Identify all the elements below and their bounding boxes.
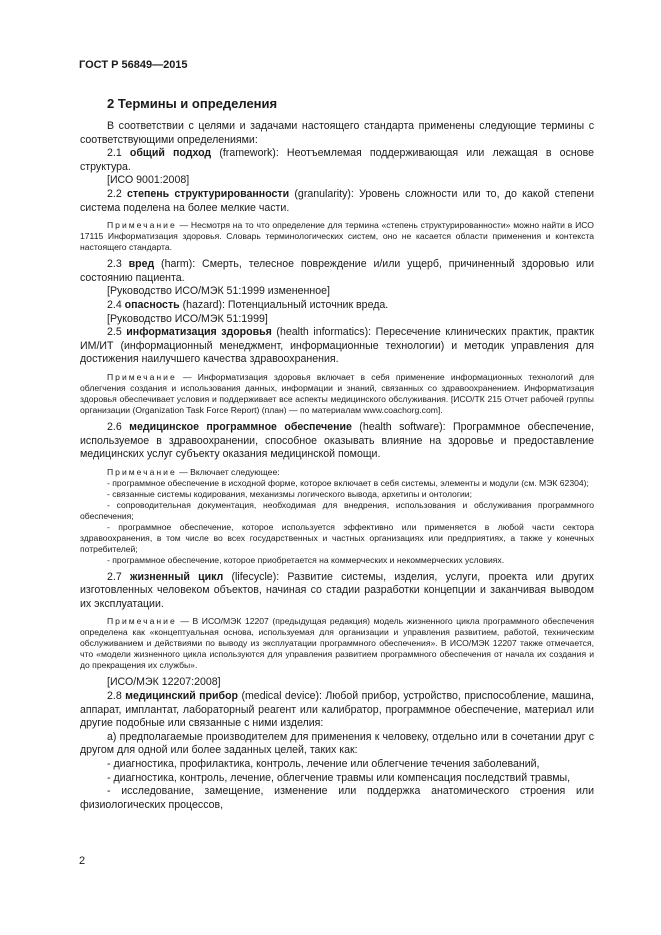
term-2-1: 2.1 общий подход (framework): Неотъемлемая поддерживающая или лежащая в основе структура. [80, 147, 595, 173]
note-2-6-item: - программное обеспечение, которое приобретается на коммерческих и некоммерческих условиях. [107, 554, 505, 565]
term-2-8-subitem: - диагностика, профилактика, контроль, лечение или облегчение течения заболеваний, [107, 758, 540, 771]
ref-2-1: [ИСО 9001:2008] [107, 174, 190, 187]
ref-2-4: [Руководство ИСО/МЭК 51:1999] [107, 312, 268, 325]
term-2-8-subitem: - диагностика, контроль, лечение, облегчение травмы или компенсация последствий травмы, [107, 771, 571, 784]
note-2-2: Примечание — Несмотря на то что определение для термина «степень структурированности» можно найти в ИСО 17115 Информатизация здоровья. Словарь терминологических систем, оно не касается области применения и контекста настоящего стандарта. [80, 220, 594, 253]
term-2-8: 2.8 медицинский прибор (medical device): Любой прибор, устройство, приспособление, машина, аппарат, имплантат, лабораторный реагент или калибратор, программное обеспечение, материал или другие подобные или связанные с ними изделия: [80, 690, 594, 730]
term-2-7: 2.7 жизненный цикл (lifecycle): Развитие системы, изделия, услуги, проекта или других изготовленных человеком объектов, начиная со стадии разработки концепции и заканчивая выводом их эксплуатации. [80, 570, 595, 610]
ref-2-3: [Руководство ИСО/МЭК 51:1999 измененное] [107, 285, 330, 298]
standard-header: ГОСТ Р 56849—2015 [79, 59, 188, 71]
section-title: 2 Термины и определения [107, 96, 278, 111]
term-2-2: 2.2 степень структурированности (granularity): Уровень сложности или то, до какой степени система поделена на более мелкие части. [80, 187, 594, 214]
term-2-4: 2.4 опасность (hazard): Потенциальный источник вреда. [107, 298, 389, 311]
page-number: 2 [79, 855, 86, 867]
note-2-6-item: - связанные системы кодирования, механизмы логического вывода, архетипы и онтологии; [107, 488, 472, 499]
term-2-8-item-a: а) предполагаемые производителем для применения к человеку, отдельно или в сочетании друг с другом для одной или более заданных целей, таких как: [80, 730, 594, 757]
term-2-5: 2.5 информатизация здоровья (health informatics): Пересечение клинических практик, практик ИМ/ИТ (информационный менеджмент, информационные технологии) и методик управления для достижения наилучшего качества здравоохранения. [80, 326, 594, 366]
ref-2-7: [ИСО/МЭК 12207:2008] [107, 676, 221, 689]
note-2-6-item: - программное обеспечение в исходной форме, которое включает в себя системы, элементы и модули (см. МЭК 62304); [107, 477, 589, 488]
document-body [80, 96, 594, 812]
intro-paragraph: В соответствии с целями и задачами настоящего стандарта применены следующие термины с соответствующими определениями: [80, 120, 594, 146]
note-2-6-item: - программное обеспечение, которое используется эффективно или применяется в любой части сектора здравоохранения, в том числе во всех государственных и частных организациях или предприятиях, а также у конечных потребителей; [80, 521, 594, 554]
term-2-3: 2.3 вред (harm): Смерть, телесное повреждение и/или ущерб, причиненный здоровью или состоянию пациента. [80, 258, 594, 284]
term-2-8-subitem: - исследование, замещение, изменение или поддержка анатомического строения или физиологических процессов, [80, 785, 594, 811]
term-2-6: 2.6 медицинское программное обеспечение (health software): Программное обеспечение, используемое в здравоохранении, способное оказывать влияние на здоровье и предоставление медицинских услуг субъекту оказания медицинской помощи. [80, 420, 594, 461]
note-2-6-item: - сопроводительная документация, необходимая для внедрения, использования и обслуживания программного обеспечения; [80, 499, 594, 521]
note-2-6: Примечание — Включает следующее: [107, 466, 280, 477]
note-2-7: Примечание — В ИСО/МЭК 12207 (предыдущая редакция) модель жизненного цикла программного обеспечения определена как «концептуальная основа, используемая для организации и управления развитием, работой, техническим обслуживанием и действиями по выводу из эксплуатации программного обеспечения». В ИСО/МЭК 12207 также отмечается, что «модели жизненного цикла используются для управления развитием программного обеспечения от начала их создания и до прекращения их службы». [80, 616, 594, 671]
note-2-5: Примечание — Информатизация здоровья включает в себя применение информационных технологий для облегчения создания и использования данных, информации и знаний, связанных со здравоохранением. Информатизация здоровья обеспечивает условия и поддерживает все аспекты медицинского обслуживания. [ИСО/ТК 215 Отчет рабочей группы организации (Organization Task Force Report) (план) — по материалам www.coachorg.com]. [80, 371, 594, 415]
